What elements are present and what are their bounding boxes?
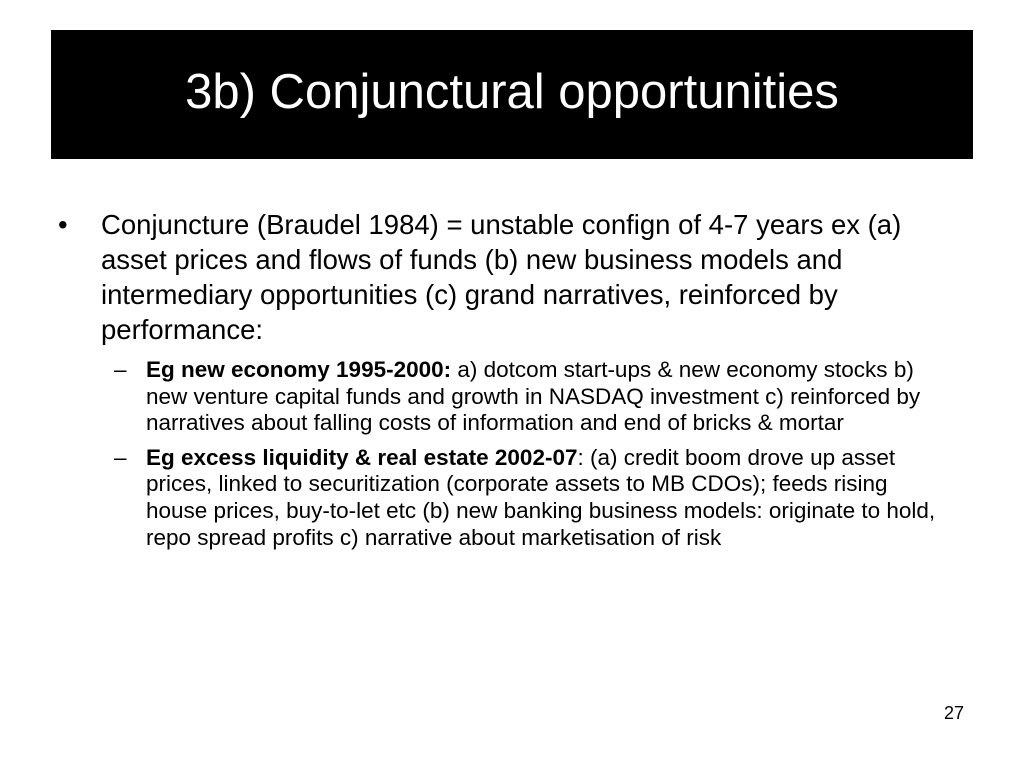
sub-bullet-text: : (a) credit boom drove up asset prices, linked to securitization (corporate assets to MB CDOs); feeds rising house prices, buy-to-let etc (b) new banking business models: originate to hold, repo spread profits c) narrative about marketisation of risk (146, 444, 936, 550)
sub-bullet-new-economy (58, 357, 948, 437)
slide-content (58, 207, 948, 559)
bullet-text: Conjuncture (Braudel 1984) = unstable confign of 4-7 years ex (a) asset prices and flows of funds (b) new business models and intermediary opportunities (c) grand narratives, reinforced by performance: (101, 209, 902, 345)
page-number: 27 (943, 703, 964, 723)
dash-marker: – (114, 444, 127, 470)
dash-marker: – (114, 357, 127, 382)
sub-bullet-text: a) dotcom start-ups & new economy stocks b) new venture capital funds and growth in NASDAQ investment c) reinforced by narratives about falling costs of information and end of bricks & mortar (146, 357, 921, 436)
slide-title: 3b) Conjunctural opportunities (185, 65, 839, 119)
sub-bullet-heading: Eg new economy 1995-2000: (146, 357, 452, 382)
bullet-conjuncture (58, 207, 948, 347)
title-bar (51, 30, 973, 159)
sub-bullet-excess-liquidity (58, 445, 948, 551)
sub-bullet-list (58, 357, 948, 551)
bullet-marker: • (58, 209, 68, 240)
sub-bullet-heading: Eg excess liquidity & real estate 2002-07 (146, 444, 578, 470)
